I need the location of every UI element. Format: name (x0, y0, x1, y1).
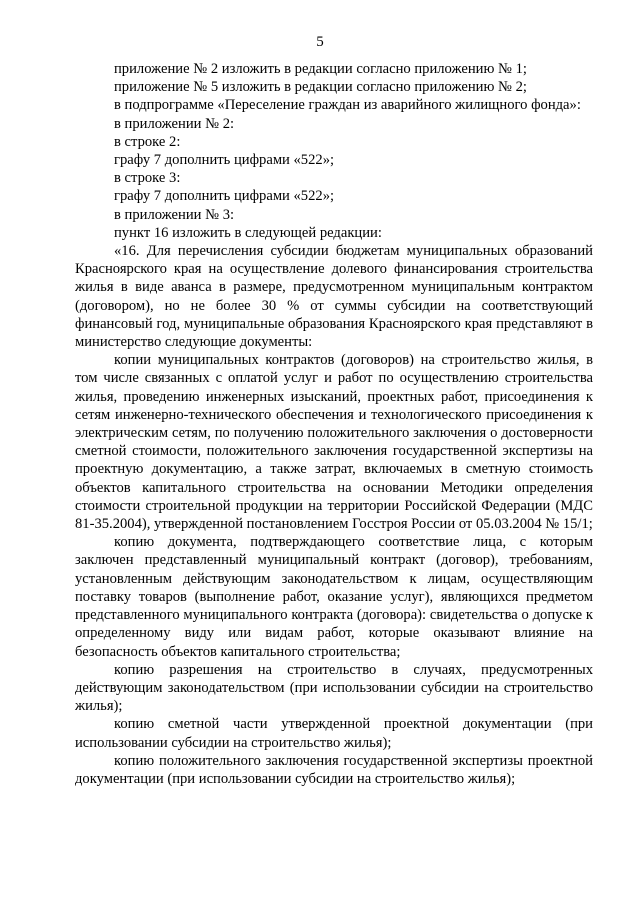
paragraph: приложение № 2 изложить в редакции согласно приложению № 1; (114, 61, 527, 77)
paragraph: в подпрограмме «Переселение граждан из аварийного жилищного фонда»: (114, 97, 581, 114)
document-body (75, 60, 593, 788)
paragraph: копию сметной части утвержденной проектной документации (при использовании субсидии на строительство жилья); (75, 716, 593, 751)
paragraph: графу 7 дополнить цифрами «522»; (114, 188, 335, 205)
paragraph: «16. Для перечисления субсидии бюджетам муниципальных образований Красноярского края на осуществление долевого финансирования строительства жилья в виде аванса в размере, предусмотренном муниципальным контрактом (договором), но не более 30 % от суммы субсидии на соответствующий финансовый год, муниципальные образования Красноярского края представляют в министерство следующие документы: (75, 243, 593, 351)
paragraph: копию документа, подтверждающего соответствие лица, с которым заключен представленный муниципальный контракт (договор), требованиям, установленным действующим законодательством к лицам, осуществляющим поставку товаров (выполнение работ, оказание услуг), являющихся предметом представленного муниципального контракта (договора): свидетельства о допуске к определенному виду или видам работ, которые оказывают влияние на безопасность объектов капитального строительства; (75, 534, 593, 660)
paragraph: копию разрешения на строительство в случаях, предусмотренных действующим законодательством (при использовании субсидии на строительство жилья); (75, 661, 593, 715)
paragraph: копии муниципальных контрактов (договоров) на строительство жилья, в том числе связанных с оплатой услуг и работ по осуществлению строительства жилья, проведению инженерных изысканий, проектных работ, присоединения к сетям инженерно-технического обеспечения и технологического присоединения к электрическим сетям, по получению положительного заключения о достоверности сметной стоимости, положительного заключения государственной экспертизы на проектную документацию, а также затрат, включаемых в сметную стоимость объектов капитального строительства на основании Методики определения стоимости строительной продукции на территории Российской Федерации (МДС 81-35.2004), утвержденной постановлением Госстроя России от 05.03.2004 № 15/1; (75, 352, 593, 533)
page-number: 5 (316, 34, 324, 50)
paragraph: в приложении № 3: (114, 206, 235, 223)
paragraph: пункт 16 изложить в следующей редакции: (114, 224, 382, 241)
paragraph: в приложении № 2: (114, 115, 235, 132)
paragraph: в строке 2: (114, 133, 181, 150)
paragraph: приложение № 5 изложить в редакции согласно приложению № 2; (114, 79, 527, 96)
paragraph: графу 7 дополнить цифрами «522»; (114, 152, 335, 169)
paragraph: копию положительного заключения государственной экспертизы проектной документации (при использовании субсидии на строительство жилья); (75, 752, 593, 787)
paragraph: в строке 3: (114, 170, 181, 187)
